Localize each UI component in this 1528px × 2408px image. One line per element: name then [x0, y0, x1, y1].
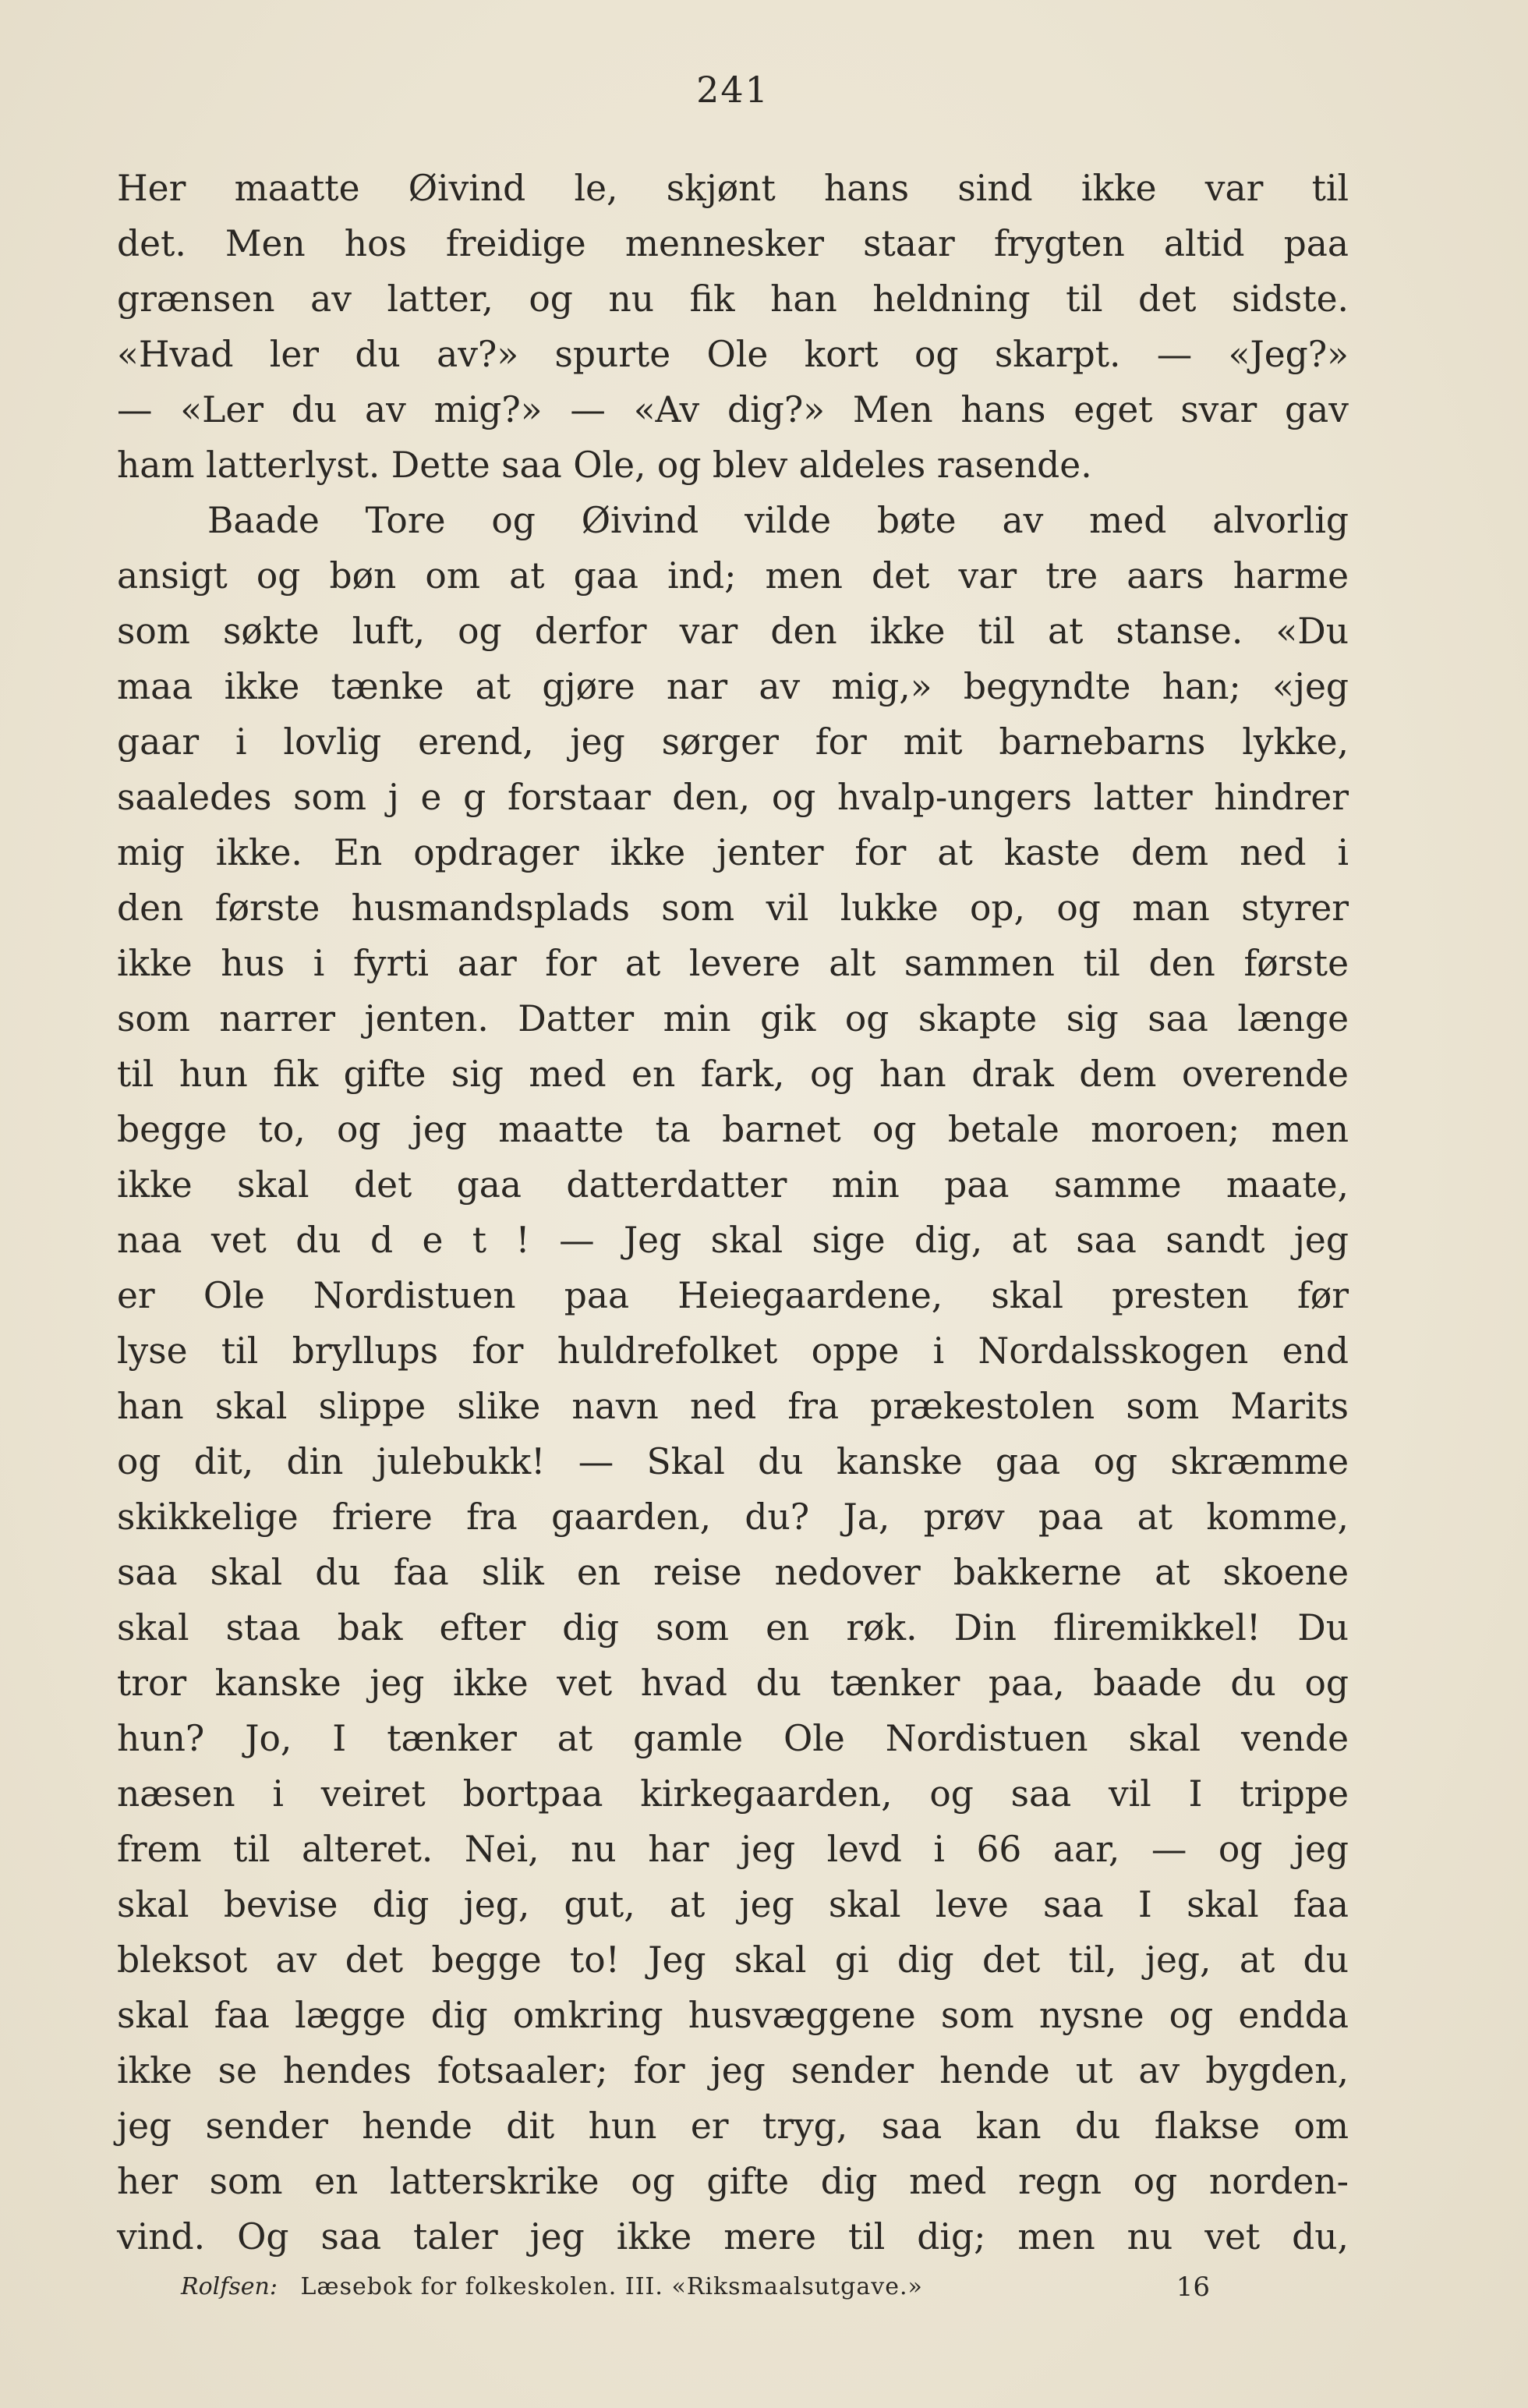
text-line: «Hvad ler du av?» spurte Ole kort og skarpt. — «Jeg?» — [117, 334, 1349, 375]
text-line: skikkelige friere fra gaarden, du? Ja, prøv paa at komme, — [117, 1496, 1349, 1538]
text-line: Baade Tore og Øivind vilde bøte av med alvorlig — [207, 500, 1349, 541]
footer-author: Rolfsen: — [181, 2273, 278, 2300]
text-line: tror kanske jeg ikke vet hvad du tænker paa, baade du og — [117, 1663, 1349, 1704]
text-line: hun? Jo, I tænker at gamle Ole Nordistuen skal vende — [117, 1718, 1349, 1759]
text-line: ham latterlyst. Dette saa Ole, og blev aldeles rasende. — [117, 444, 1092, 486]
text-line: til hun fik gifte sig med en fark, og han drak dem overende — [117, 1054, 1349, 1095]
text-line: ikke se hendes fotsaaler; for jeg sender hende ut av bygden, — [117, 2050, 1349, 2091]
text-line: som narrer jenten. Datter min gik og skapte sig saa længe — [117, 998, 1349, 1039]
text-line: her som en latterskrike og gifte dig med regn og norden- — [117, 2161, 1349, 2202]
text-line: — «Ler du av mig?» — «Av dig?» Men hans eget svar gav — [117, 389, 1349, 430]
text-line: skal faa lægge dig omkring husvæggene som nysne og endda — [117, 1995, 1349, 2036]
text-line: mig ikke. En opdrager ikke jenter for at kaste dem ned i — [117, 832, 1349, 873]
text-line: maa ikke tænke at gjøre nar av mig,» begyndte han; «jeg — [117, 666, 1349, 707]
page-number: 241 — [696, 69, 769, 111]
text-line: og dit, din julebukk! — Skal du kanske gaa og skræmme — [117, 1441, 1349, 1482]
text-line: ikke skal det gaa datterdatter min paa samme maate, — [117, 1164, 1349, 1206]
text-line: Her maatte Øivind le, skjønt hans sind ikke var til — [117, 168, 1349, 209]
text-line: grænsen av latter, og nu fik han heldning til det sidste. — [117, 278, 1349, 320]
text-line: bleksot av det begge to! Jeg skal gi dig det til, jeg, at du — [117, 1939, 1349, 1981]
body-text — [117, 161, 1349, 2265]
text-line: begge to, og jeg maatte ta barnet og betale moroen; men — [117, 1109, 1349, 1150]
text-line: skal staa bak efter dig som en røk. Din fliremikkel! Du — [117, 1607, 1349, 1648]
text-line: naa vet du d e t ! — Jeg skal sige dig, at saa sandt jeg — [117, 1220, 1349, 1261]
text-line: som søkte luft, og derfor var den ikke til at stanse. «Du — [117, 611, 1349, 652]
footer-signature: 16 — [1176, 2272, 1210, 2303]
text-line: lyse til bryllups for huldrefolket oppe i Nordalsskogen end — [117, 1330, 1349, 1372]
text-line: ansigt og bøn om at gaa ind; men det var tre aars harme — [117, 555, 1349, 597]
footer-title: Læsebok for folkeskolen. III. «Riksmaalsutgave.» — [300, 2273, 923, 2300]
text-line: skal bevise dig jeg, gut, at jeg skal leve saa I skal faa — [117, 1884, 1349, 1925]
text-line: gaar i lovlig erend, jeg sørger for mit barnebarns lykke, — [117, 721, 1349, 763]
text-line: frem til alteret. Nei, nu har jeg levd i 66 aar, — og jeg — [117, 1829, 1349, 1870]
text-line: jeg sender hende dit hun er tryg, saa kan du flakse om — [117, 2105, 1349, 2147]
text-line: det. Men hos freidige mennesker staar frygten altid paa — [117, 223, 1349, 264]
text-line: han skal slippe slike navn ned fra prækestolen som Marits — [117, 1386, 1349, 1427]
text-line: vind. Og saa taler jeg ikke mere til dig; men nu vet du, — [117, 2216, 1349, 2258]
page-footer — [181, 2265, 1210, 2309]
text-line: ikke hus i fyrti aar for at levere alt sammen til den første — [117, 943, 1349, 984]
text-line: saa skal du faa slik en reise nedover bakkerne at skoene — [117, 1552, 1349, 1593]
text-line: næsen i veiret bortpaa kirkegaarden, og saa vil I trippe — [117, 1773, 1349, 1815]
text-line: saaledes som j e g forstaar den, og hvalp-ungers latter hindrer — [117, 777, 1349, 818]
text-line: er Ole Nordistuen paa Heiegaardene, skal presten før — [117, 1275, 1349, 1316]
text-line: den første husmandsplads som vil lukke op, og man styrer — [117, 887, 1349, 929]
